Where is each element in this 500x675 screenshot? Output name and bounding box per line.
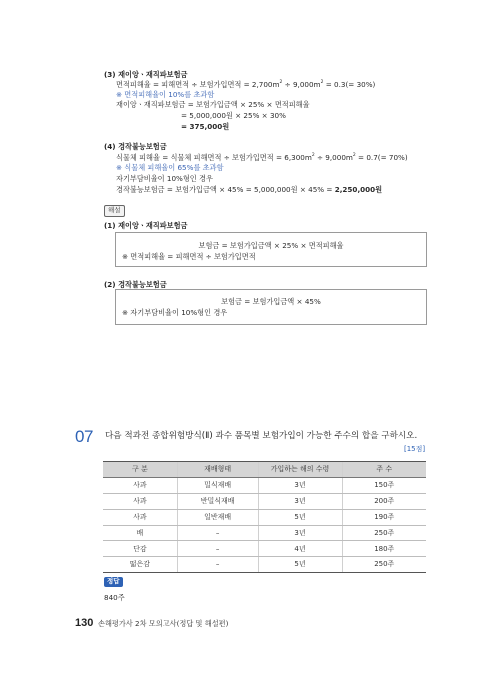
table-cell: 250주 — [342, 525, 426, 541]
table-cell: 배 — [103, 525, 177, 541]
section4-line2: 자기부담비율이 10%형인 경우 — [116, 174, 213, 183]
section4-note: ※ 식물체 피해율이 65%를 초과함 — [116, 163, 224, 172]
table-cell: 떫은감 — [103, 557, 177, 573]
section3-title: (3) 재이앙ㆍ재직파보험금 — [104, 70, 188, 79]
book-title: 손해평가사 2차 모의고사(정답 및 해설편) — [98, 619, 229, 628]
table-row — [103, 477, 426, 493]
table-cell: 190주 — [342, 509, 426, 525]
section4-title: (4) 경작불능보험금 — [104, 142, 167, 151]
table-cell: 3년 — [258, 493, 342, 509]
table-cell: 반밀식재배 — [177, 493, 258, 509]
section3-line2: 재이앙ㆍ재직파보험금 = 보험가입금액 × 25% × 면적피해율 — [116, 100, 310, 109]
explain-part1-title: (1) 재이앙ㆍ재직파보험금 — [104, 221, 188, 230]
explain-part1-box — [115, 232, 427, 267]
table-cell: 사과 — [103, 477, 177, 493]
table-cell: 3년 — [258, 477, 342, 493]
table-cell: 250주 — [342, 557, 426, 573]
table-row — [103, 557, 426, 573]
explain-part1-note: ※ 면적피해율 = 피해면적 ÷ 보험가입면적 — [122, 252, 256, 261]
table-cell: 사과 — [103, 509, 177, 525]
table-cell: – — [177, 557, 258, 573]
table-header-row — [103, 462, 426, 478]
orchard-table — [103, 461, 426, 573]
explain-part2-formula: 보험금 = 보험가입금액 × 45% — [221, 297, 321, 306]
table-cell: 밀식재배 — [177, 477, 258, 493]
table-row — [103, 525, 426, 541]
table-cell: – — [177, 541, 258, 557]
table-row — [103, 509, 426, 525]
page-number: 130 — [75, 617, 94, 629]
explanation-badge: 해설 — [104, 205, 125, 217]
table-row — [103, 493, 426, 509]
section4-line3: 경작불능보험금 = 보험가입금액 × 45% = 5,000,000원 × 45% = 2,250,000원 — [116, 185, 383, 194]
table-cell: 180주 — [342, 541, 426, 557]
table-cell: 5년 — [258, 557, 342, 573]
table-header-category: 구 분 — [103, 462, 177, 478]
table-cell: 150주 — [342, 477, 426, 493]
question-points: [15점] — [404, 445, 426, 453]
section4-line1: 식물체 피해율 = 식물체 피해면적 ÷ 보험가입면적 = $6,300m^2 \div 9,000m^2 = 0.7(= 70\%)$ — [116, 153, 408, 162]
explain-part2-note: ※ 자기부담비율이 10%형인 경우 — [122, 308, 228, 317]
table-header-cultivation: 재배형태 — [177, 462, 258, 478]
explain-part2-title: (2) 경작불능보험금 — [104, 280, 167, 289]
table-header-tree-count: 주 수 — [342, 462, 426, 478]
section3-line4: = 375,000원 — [181, 122, 230, 131]
question-text: 다음 적과전 종합위험방식(Ⅱ) 과수 품목별 보험가입이 가능한 주수의 합을 구하시오. — [105, 431, 418, 441]
answer-badge: 정답 — [104, 577, 123, 587]
section3-note: ※ 면적피해율이 10%를 초과함 — [116, 90, 215, 99]
table-cell: 일반재배 — [177, 509, 258, 525]
table-cell: 200주 — [342, 493, 426, 509]
section3-line1: 면적피해율 = 피해면적 ÷ 보험가입면적 = $2,700m^2 \div 9,000m^2 = 0.3(= 30\%)$ — [116, 80, 376, 89]
table-cell: 사과 — [103, 493, 177, 509]
explain-part2-box — [115, 289, 427, 325]
table-cell: 3년 — [258, 525, 342, 541]
table-header-tree-age: 가입하는 해의 수령 — [258, 462, 342, 478]
answer-value: 840주 — [104, 593, 125, 602]
table-row — [103, 541, 426, 557]
table-cell: – — [177, 525, 258, 541]
table-cell: 단감 — [103, 541, 177, 557]
table-cell: 5년 — [258, 509, 342, 525]
table-cell: 4년 — [258, 541, 342, 557]
explain-part1-formula: 보험금 = 보험가입금액 × 25% × 면적피해율 — [198, 241, 344, 250]
question-number: 07 — [75, 427, 93, 446]
section3-line3: = 5,000,000원 × 25% × 30% — [181, 111, 286, 120]
